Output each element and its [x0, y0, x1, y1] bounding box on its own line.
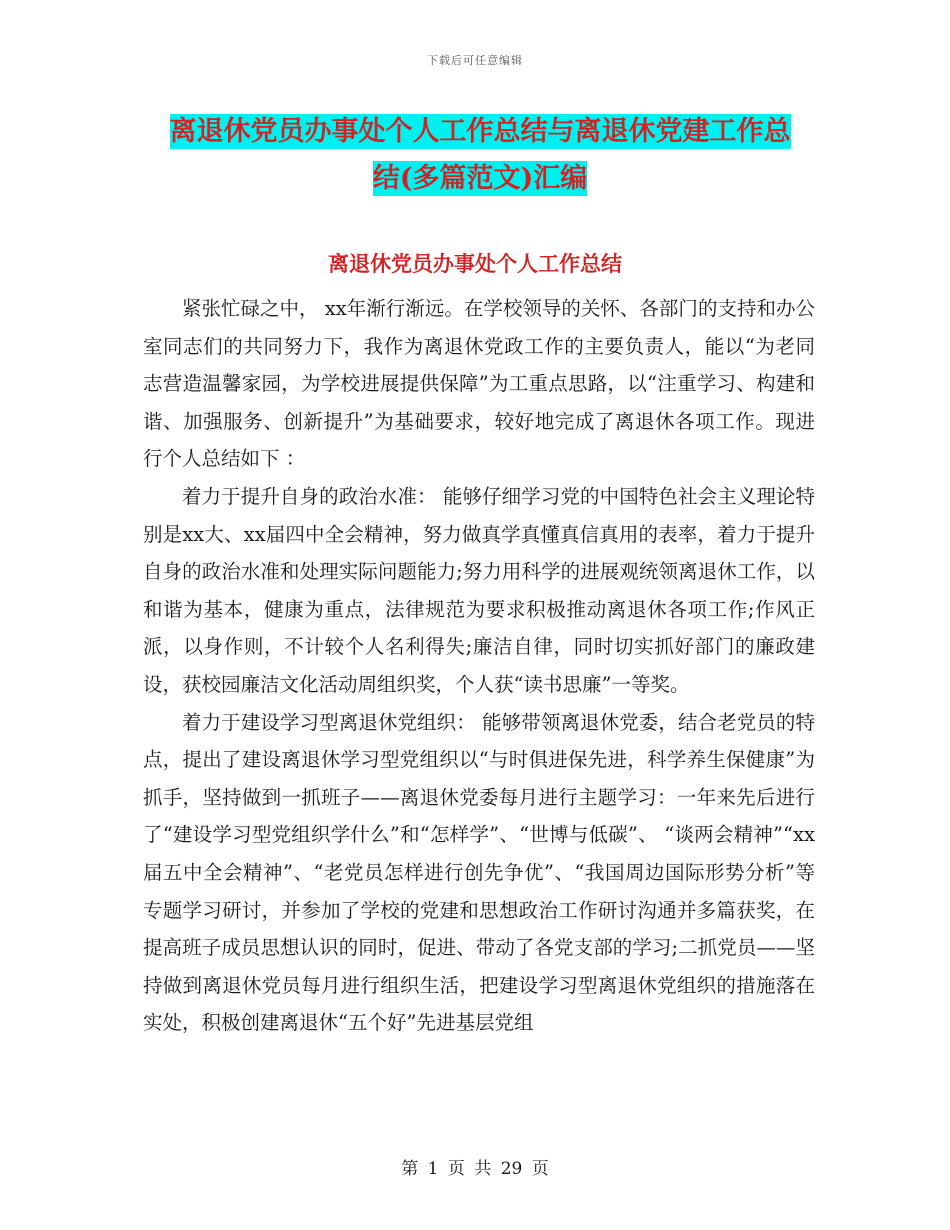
document-title-line-1: 离退休党员办事处个人工作总结与离退休党建工作总 [169, 116, 791, 147]
document-title [140, 108, 820, 202]
page-number-footer: 第 1 页 共 29 页 [401, 1159, 549, 1179]
paragraph: 着力于建设学习型离退休党组织： 能够带领离退休党委，结合老党员的特点，提出了建设离退休学习型党组织以“与时俱进保先进，科学养生保健康”为抓手，坚持做到一抓班子——离退休党委每月进行主题学习：一年来先后进行了“建设学习型党组织学什么”和“怎样学”、“世博与低碳”、 “谈两会精神”“xx届五中全会精神”、“老党员怎样进行创先争优”、“我国周边国际形势分析”等专题学习研讨，并参加了学校的党建和思想政治工作研讨沟通并多篇获奖，在提高班子成员思想认识的同时，促进、带动了各党支部的学习;二抓党员——坚持做到离退休党员每月进行组织生活，把建设学习型离退休党组织的措施落在实处，积极创建离退休“五个好”先进基层党组 [143, 710, 815, 1035]
paragraph: 着力于提升自身的政治水准： 能够仔细学习党的中国特色社会主义理论特别是xx大、xx届四中全会精神，努力做真学真懂真信真用的表率，着力于提升自身的政治水准和处理实际问题能力;努力用科学的进展观统领离退休工作，以和谐为基本，健康为重点，法律规范为要求积极推动离退休各项工作;作风正派，以身作则，不计较个人名利得失;廉洁自律，同时切实抓好部门的廉政建设，获校园廉洁文化活动周组织奖，个人获“读书思廉”一等奖。 [143, 484, 815, 696]
section-title: 离退休党员办事处个人工作总结 [328, 251, 622, 276]
document-title-line-2: 结(多篇范文)汇编 [372, 163, 588, 194]
paragraph: 紧张忙碌之中， xx年渐行渐远。在学校领导的关怀、各部门的支持和办公室同志们的共同努力下，我作为离退休党政工作的主要负责人，能以“为老同志营造温馨家园，为学校进展提供保障”为工重点思路，以“注重学习、构建和谐、加强服务、创新提升”为基础要求，较好地完成了离退休各项工作。现进行个人总结如下 ： [143, 297, 815, 471]
body-text [143, 290, 815, 1042]
header-note: 下载后可任意编辑 [427, 54, 523, 67]
